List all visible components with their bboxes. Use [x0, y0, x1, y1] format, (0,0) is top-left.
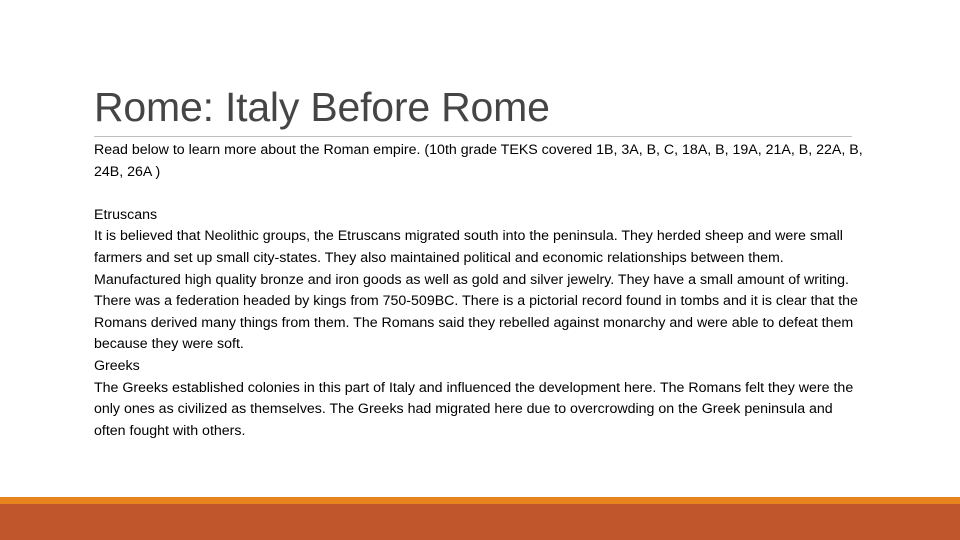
- footer-accent-stripe: [0, 497, 960, 504]
- section-text-etruscans: It is believed that Neolithic groups, the Etruscans migrated south into the peninsula. They herded sheep and were small farmers and set up small city-states. They also maintained political and economic relationships between them. Manufactured high quality bronze and iron goods as well as gold and silver jewelry. They have a small amount of writing. There was a federation headed by kings from 750-509BC. There is a pictorial record found in tombs and it is clear that the Romans derived many things from them. The Romans said they rebelled against monarchy and were able to defeat them because they were soft.: [94, 228, 858, 353]
- section-heading-greeks: Greeks: [94, 357, 140, 374]
- slide-title: Rome: Italy Before Rome: [94, 84, 550, 130]
- intro-paragraph: Read below to learn more about the Roman empire. (10th grade TEKS covered 1B, 3A, B, C, 18A, B, 19A, 21A, B, 22A, B, 24B, 26A ): [94, 142, 863, 180]
- footer-band: [0, 504, 960, 540]
- section-heading-etruscans: Etruscans: [94, 206, 158, 223]
- paragraph-spacer: [94, 183, 864, 205]
- title-divider: [94, 136, 852, 137]
- section-text-greeks: The Greeks established colonies in this part of Italy and influenced the development here. The Romans felt they were the only ones as civilized as themselves. The Greeks had migrated here due to overcrowding on the Greek peninsula and often fought with others.: [94, 379, 854, 439]
- slide-body: [94, 140, 864, 442]
